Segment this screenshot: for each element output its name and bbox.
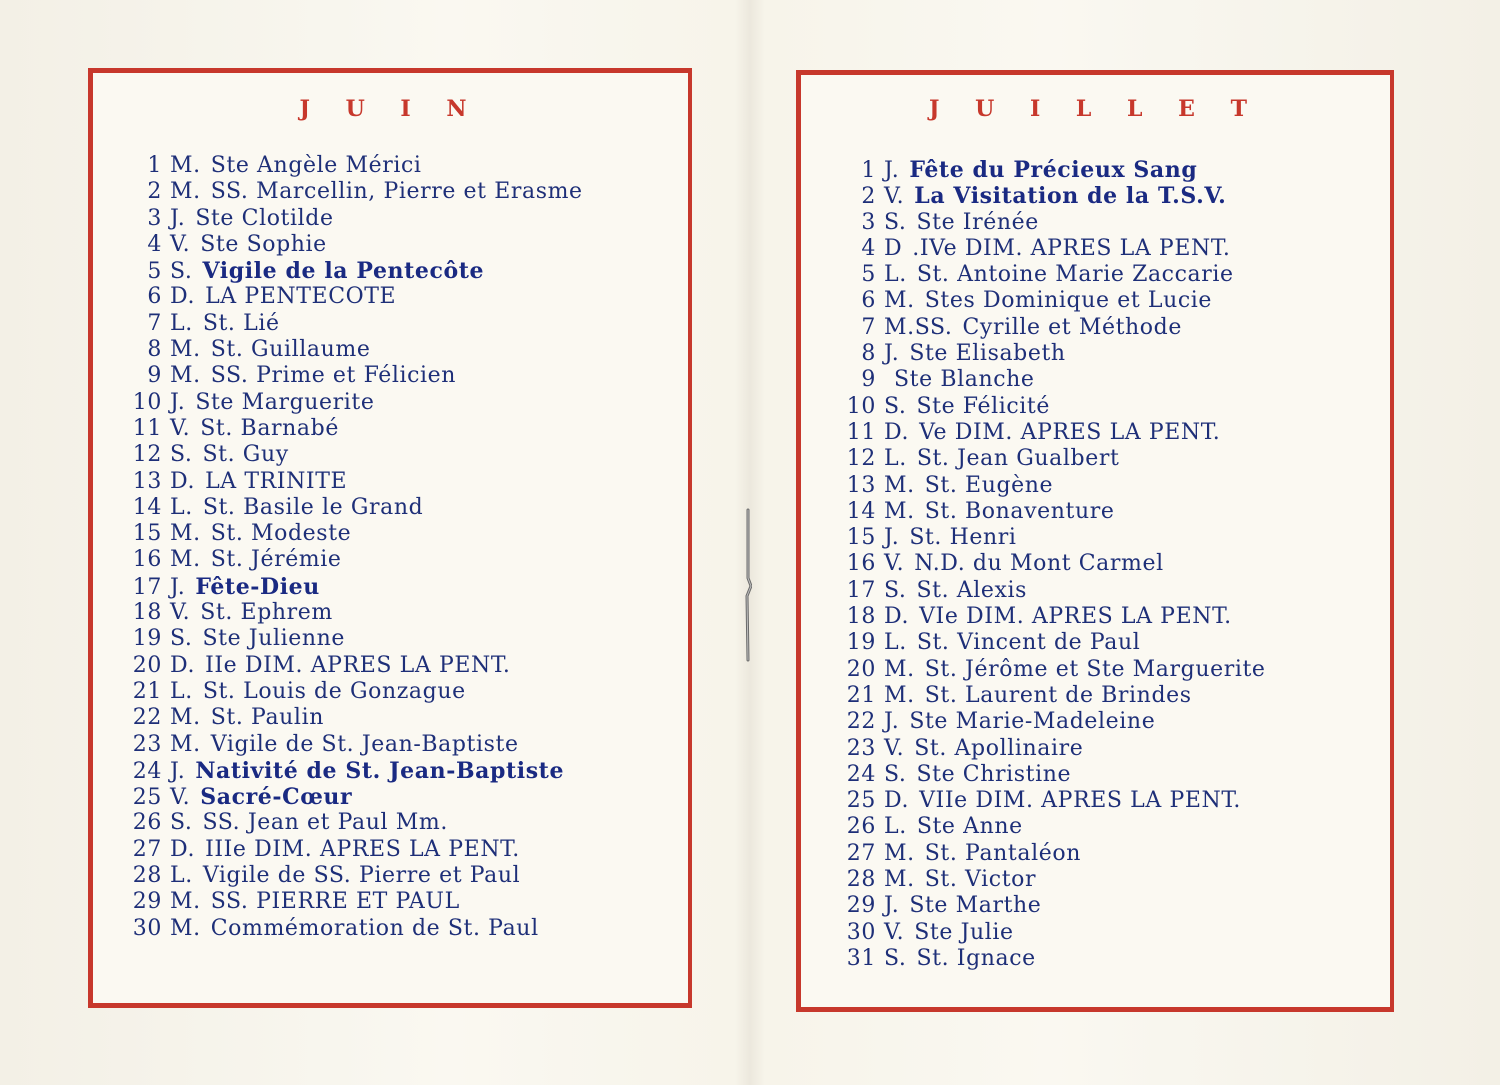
weekday-abbrev: M. bbox=[170, 889, 201, 915]
day-number: 14 bbox=[132, 494, 162, 520]
feast-name: Ste Sophie bbox=[200, 231, 327, 257]
staple-icon bbox=[744, 508, 752, 662]
calendar-entry bbox=[120, 916, 583, 942]
calendar-entry bbox=[834, 683, 1266, 709]
weekday-abbrev: M. bbox=[884, 498, 915, 524]
weekday-abbrev: M. bbox=[170, 705, 201, 731]
weekday-abbrev: D bbox=[884, 235, 903, 261]
day-number: 23 bbox=[846, 735, 876, 761]
day-number: 1 bbox=[861, 158, 876, 183]
feast-name: St. Paulin bbox=[210, 705, 324, 731]
day-number: 6 bbox=[147, 284, 162, 310]
calendar-entry bbox=[120, 521, 583, 547]
weekday-abbrev: S. bbox=[170, 259, 193, 285]
day-number: 3 bbox=[147, 205, 162, 231]
weekday-abbrev: M. bbox=[884, 472, 915, 498]
weekday-abbrev: L. bbox=[170, 494, 193, 520]
day-number: 24 bbox=[132, 758, 162, 784]
feast-name: N.D. du Mont Carmel bbox=[914, 551, 1164, 577]
day-number: 25 bbox=[846, 788, 876, 814]
calendar-entry bbox=[120, 810, 583, 836]
calendar-entry bbox=[120, 416, 583, 442]
calendar-entry bbox=[120, 758, 583, 784]
calendar-entry bbox=[120, 153, 583, 179]
calendar-entry bbox=[120, 337, 583, 363]
calendar-entry bbox=[120, 284, 583, 310]
day-number: 21 bbox=[846, 682, 876, 708]
feast-name: VIe DIM. APRES LA PENT. bbox=[919, 604, 1232, 630]
weekday-abbrev: L. bbox=[884, 446, 907, 472]
calendar-entry bbox=[120, 889, 583, 915]
day-number: 26 bbox=[846, 814, 876, 840]
weekday-abbrev: S. bbox=[170, 626, 193, 652]
feast-name: St. Pantaléon bbox=[924, 840, 1081, 866]
day-number: 9 bbox=[861, 367, 876, 393]
weekday-abbrev: V. bbox=[884, 919, 905, 945]
day-number: 11 bbox=[846, 419, 876, 445]
feast-name: Vigile de SS. Pierre et Paul bbox=[202, 863, 521, 889]
day-number: 29 bbox=[846, 893, 876, 919]
calendar-entry bbox=[834, 367, 1266, 393]
feast-name: St. Ignace bbox=[916, 945, 1036, 971]
calendar-entry bbox=[834, 920, 1266, 946]
feast-name: St. Barnabé bbox=[200, 415, 339, 441]
day-number: 2 bbox=[861, 184, 876, 210]
day-number: 6 bbox=[861, 288, 876, 314]
month-title-juin: J U I N bbox=[299, 96, 481, 122]
day-number: 14 bbox=[846, 498, 876, 524]
weekday-abbrev: S. bbox=[884, 209, 907, 235]
day-number: 29 bbox=[132, 889, 162, 915]
weekday-abbrev: J. bbox=[170, 205, 186, 231]
day-number: 4 bbox=[147, 231, 162, 257]
day-number: 13 bbox=[846, 472, 876, 498]
weekday-abbrev: J. bbox=[884, 893, 900, 919]
day-number: 26 bbox=[132, 810, 162, 836]
weekday-abbrev: D. bbox=[170, 836, 196, 862]
day-number: 30 bbox=[132, 915, 162, 941]
feast-name: Fête du Précieux Sang bbox=[909, 157, 1198, 183]
day-number: 4 bbox=[861, 235, 876, 261]
juin-calendar-list bbox=[120, 153, 583, 942]
feast-name: Stes Dominique et Lucie bbox=[924, 288, 1213, 314]
feast-name: Ste Julie bbox=[914, 919, 1014, 945]
weekday-abbrev: J. bbox=[884, 525, 900, 551]
weekday-abbrev: M. bbox=[170, 363, 201, 389]
calendar-entry bbox=[834, 525, 1266, 551]
calendar-entry bbox=[834, 499, 1266, 525]
feast-name: Ste Blanche bbox=[894, 367, 1035, 393]
feast-name: St. Laurent de Brindes bbox=[924, 682, 1192, 708]
feast-name: La Visitation de la T.S.V. bbox=[914, 183, 1227, 210]
weekday-abbrev: J. bbox=[170, 574, 186, 600]
feast-name: Sacré-Cœur bbox=[200, 784, 353, 811]
weekday-abbrev: V. bbox=[884, 184, 905, 210]
feast-name: St. Vincent de Paul bbox=[916, 630, 1141, 656]
day-number: 21 bbox=[132, 678, 162, 704]
weekday-abbrev: J. bbox=[170, 389, 186, 415]
weekday-abbrev: V. bbox=[170, 785, 191, 811]
juillet-calendar-list bbox=[834, 157, 1266, 972]
calendar-entry bbox=[120, 784, 583, 810]
calendar-entry bbox=[120, 495, 583, 521]
weekday-abbrev: M. bbox=[884, 867, 915, 893]
weekday-abbrev: M. bbox=[170, 337, 201, 363]
day-number: 25 bbox=[132, 785, 162, 811]
calendar-entry bbox=[120, 653, 583, 679]
feast-name: Ve DIM. APRES LA PENT. bbox=[919, 419, 1221, 445]
feast-name: LA TRINITE bbox=[205, 468, 348, 494]
day-number: 27 bbox=[132, 836, 162, 862]
feast-name: St. Eugène bbox=[924, 472, 1054, 498]
day-number: 23 bbox=[132, 731, 162, 757]
calendar-entry bbox=[834, 236, 1266, 262]
day-number: 8 bbox=[147, 337, 162, 363]
weekday-abbrev: L. bbox=[884, 262, 907, 288]
day-number: 13 bbox=[132, 468, 162, 494]
weekday-abbrev: J. bbox=[884, 709, 900, 735]
feast-name: IIIe DIM. APRES LA PENT. bbox=[205, 836, 520, 862]
weekday-abbrev: M. bbox=[170, 179, 201, 205]
calendar-entry bbox=[120, 311, 583, 337]
calendar-entry bbox=[120, 179, 583, 205]
feast-name: St. Antoine Marie Zaccarie bbox=[916, 262, 1234, 288]
feast-name: IIe DIM. APRES LA PENT. bbox=[205, 652, 511, 678]
day-number: 10 bbox=[132, 389, 162, 415]
day-number: 1 bbox=[147, 153, 162, 178]
day-number: 10 bbox=[846, 393, 876, 419]
day-number: 19 bbox=[132, 626, 162, 652]
feast-name: St. Henri bbox=[909, 525, 1017, 551]
day-number: 28 bbox=[132, 863, 162, 889]
feast-name: Ste Marguerite bbox=[195, 389, 375, 415]
feast-name: VIIe DIM. APRES LA PENT. bbox=[919, 788, 1242, 814]
weekday-abbrev: J. bbox=[884, 341, 900, 367]
feast-name: St. Louis de Gonzague bbox=[202, 678, 466, 704]
calendar-entry bbox=[834, 551, 1266, 577]
feast-name: St. Guy bbox=[202, 442, 289, 468]
feast-name: Commémoration de St. Paul bbox=[210, 915, 539, 941]
weekday-abbrev: S. bbox=[170, 442, 193, 468]
weekday-abbrev: L. bbox=[170, 863, 193, 889]
weekday-abbrev: V. bbox=[170, 600, 191, 626]
feast-name: Vigile de St. Jean-Baptiste bbox=[210, 731, 519, 757]
day-number: 31 bbox=[846, 945, 876, 971]
weekday-abbrev: D. bbox=[170, 468, 196, 494]
calendar-entry bbox=[120, 626, 583, 652]
day-number: 12 bbox=[846, 446, 876, 472]
calendar-entry bbox=[120, 363, 583, 389]
day-number: 27 bbox=[846, 840, 876, 866]
calendar-entry bbox=[120, 232, 583, 258]
calendar-entry bbox=[834, 762, 1266, 788]
weekday-abbrev: S. bbox=[884, 761, 907, 787]
calendar-entry bbox=[834, 288, 1266, 314]
weekday-abbrev: M. bbox=[170, 731, 201, 757]
feast-name: Nativité de St. Jean-Baptiste bbox=[195, 757, 565, 784]
day-number: 7 bbox=[147, 310, 162, 336]
day-number: 15 bbox=[132, 521, 162, 547]
day-number: 22 bbox=[132, 705, 162, 731]
weekday-abbrev: M. bbox=[170, 547, 201, 573]
feast-name: Cyrille et Méthode bbox=[962, 314, 1182, 340]
calendar-entry bbox=[120, 442, 583, 468]
calendar-entry bbox=[120, 206, 583, 232]
weekday-abbrev: D. bbox=[884, 604, 910, 630]
feast-name: Ste Marthe bbox=[909, 893, 1042, 919]
weekday-abbrev: S. bbox=[884, 577, 907, 603]
feast-name: Ste Irénée bbox=[916, 209, 1039, 235]
feast-name: Ste Angèle Mérici bbox=[210, 153, 422, 178]
calendar-entry bbox=[120, 863, 583, 889]
calendar-entry bbox=[834, 657, 1266, 683]
feast-name: St. Guillaume bbox=[210, 337, 371, 363]
day-number: 3 bbox=[861, 209, 876, 235]
feast-name: St. Victor bbox=[924, 867, 1037, 893]
day-number: 2 bbox=[147, 179, 162, 205]
weekday-abbrev: S. bbox=[884, 393, 907, 419]
feast-name: Ste Félicité bbox=[916, 393, 1050, 419]
calendar-entry bbox=[834, 736, 1266, 762]
day-number: 9 bbox=[147, 363, 162, 389]
feast-name: St. Jérôme et Ste Marguerite bbox=[924, 656, 1266, 682]
weekday-abbrev: D. bbox=[170, 284, 196, 310]
day-number: 16 bbox=[132, 547, 162, 573]
feast-name: St. Lié bbox=[202, 310, 280, 336]
feast-name: St. Basile le Grand bbox=[202, 494, 424, 520]
calendar-entry bbox=[834, 630, 1266, 656]
calendar-entry bbox=[834, 814, 1266, 840]
calendar-entry bbox=[834, 604, 1266, 630]
feast-name: St. Bonaventure bbox=[924, 498, 1115, 524]
day-number: 18 bbox=[132, 600, 162, 626]
feast-name: Fête-Dieu bbox=[195, 573, 320, 600]
day-number: 16 bbox=[846, 551, 876, 577]
feast-name: St. Modeste bbox=[210, 521, 352, 547]
weekday-abbrev: M.SS. bbox=[884, 314, 953, 340]
calendar-entry bbox=[120, 574, 583, 600]
day-number: 20 bbox=[846, 656, 876, 682]
calendar-entry bbox=[834, 578, 1266, 604]
calendar-entry bbox=[120, 469, 583, 495]
day-number: 7 bbox=[861, 314, 876, 340]
day-number: 19 bbox=[846, 630, 876, 656]
feast-name: Ste Christine bbox=[916, 761, 1072, 787]
weekday-abbrev: L. bbox=[884, 814, 907, 840]
day-number: 12 bbox=[132, 442, 162, 468]
weekday-abbrev: V. bbox=[170, 231, 191, 257]
weekday-abbrev: D. bbox=[170, 652, 196, 678]
day-number: 18 bbox=[846, 604, 876, 630]
day-number: 8 bbox=[861, 341, 876, 367]
weekday-abbrev: V. bbox=[170, 415, 191, 441]
feast-name: Ste Anne bbox=[916, 814, 1023, 840]
weekday-abbrev: J. bbox=[884, 158, 900, 183]
weekday-abbrev: V. bbox=[884, 551, 905, 577]
weekday-abbrev: V. bbox=[884, 735, 905, 761]
feast-name: Ste Marie-Madeleine bbox=[909, 709, 1156, 735]
weekday-abbrev: S. bbox=[170, 810, 193, 836]
weekday-abbrev: M. bbox=[884, 288, 915, 314]
calendar-entry bbox=[120, 600, 583, 626]
calendar-entry bbox=[834, 183, 1266, 209]
day-number: 17 bbox=[846, 577, 876, 603]
weekday-abbrev: L. bbox=[884, 630, 907, 656]
calendar-entry bbox=[834, 841, 1266, 867]
weekday-abbrev: M. bbox=[884, 682, 915, 708]
weekday-abbrev: L. bbox=[170, 310, 193, 336]
calendar-entry bbox=[834, 420, 1266, 446]
feast-name: SS. Prime et Félicien bbox=[210, 363, 457, 389]
feast-name: Ste Clotilde bbox=[195, 205, 334, 231]
feast-name: St. Jérémie bbox=[210, 547, 342, 573]
calendar-entry bbox=[834, 788, 1266, 814]
calendar-entry bbox=[120, 547, 583, 573]
calendar-entry bbox=[834, 315, 1266, 341]
calendar-entry bbox=[834, 709, 1266, 735]
calendar-entry bbox=[120, 732, 583, 758]
feast-name: SS. PIERRE ET PAUL bbox=[210, 889, 460, 915]
day-number: 15 bbox=[846, 525, 876, 551]
day-number: 11 bbox=[132, 415, 162, 441]
calendar-entry bbox=[120, 837, 583, 863]
calendar-entry bbox=[120, 390, 583, 416]
calendar-entry bbox=[120, 258, 583, 284]
weekday-abbrev: D. bbox=[884, 788, 910, 814]
feast-name: Ste Julienne bbox=[202, 626, 346, 652]
day-number: 5 bbox=[147, 259, 162, 285]
calendar-entry bbox=[834, 210, 1266, 236]
feast-name: .IVe DIM. APRES LA PENT. bbox=[912, 235, 1231, 261]
calendar-entry bbox=[120, 705, 583, 731]
weekday-abbrev: M. bbox=[170, 915, 201, 941]
feast-name: St. Ephrem bbox=[200, 600, 333, 626]
calendar-entry bbox=[834, 446, 1266, 472]
weekday-abbrev: L. bbox=[170, 678, 193, 704]
calendar-entry bbox=[834, 893, 1266, 919]
weekday-abbrev: J. bbox=[170, 758, 186, 784]
day-number: 17 bbox=[132, 574, 162, 600]
day-number: 22 bbox=[846, 709, 876, 735]
calendar-entry bbox=[834, 262, 1266, 288]
feast-name: SS. Jean et Paul Mm. bbox=[202, 810, 448, 836]
month-title-juillet: J U I L L E T bbox=[929, 96, 1261, 122]
feast-name: SS. Marcellin, Pierre et Erasme bbox=[210, 179, 583, 205]
feast-name: St. Jean Gualbert bbox=[916, 446, 1120, 472]
calendar-entry bbox=[834, 946, 1266, 972]
feast-name: Ste Elisabeth bbox=[909, 341, 1066, 367]
calendar-entry bbox=[120, 679, 583, 705]
calendar-entry bbox=[834, 394, 1266, 420]
weekday-abbrev: M. bbox=[170, 521, 201, 547]
weekday-abbrev: D. bbox=[884, 419, 910, 445]
weekday-abbrev: S. bbox=[884, 945, 907, 971]
day-number: 20 bbox=[132, 652, 162, 678]
weekday-abbrev: M. bbox=[170, 153, 201, 178]
feast-name: St. Alexis bbox=[916, 577, 1028, 603]
day-number: 5 bbox=[861, 262, 876, 288]
calendar-entry bbox=[834, 157, 1266, 183]
feast-name: LA PENTECOTE bbox=[205, 284, 397, 310]
weekday-abbrev: M. bbox=[884, 656, 915, 682]
day-number: 28 bbox=[846, 867, 876, 893]
day-number: 30 bbox=[846, 919, 876, 945]
feast-name: Vigile de la Pentecôte bbox=[202, 258, 485, 285]
calendar-entry bbox=[834, 341, 1266, 367]
weekday-abbrev: M. bbox=[884, 840, 915, 866]
calendar-entry bbox=[834, 473, 1266, 499]
calendar-entry bbox=[834, 867, 1266, 893]
day-number: 24 bbox=[846, 761, 876, 787]
feast-name: St. Apollinaire bbox=[914, 735, 1084, 761]
